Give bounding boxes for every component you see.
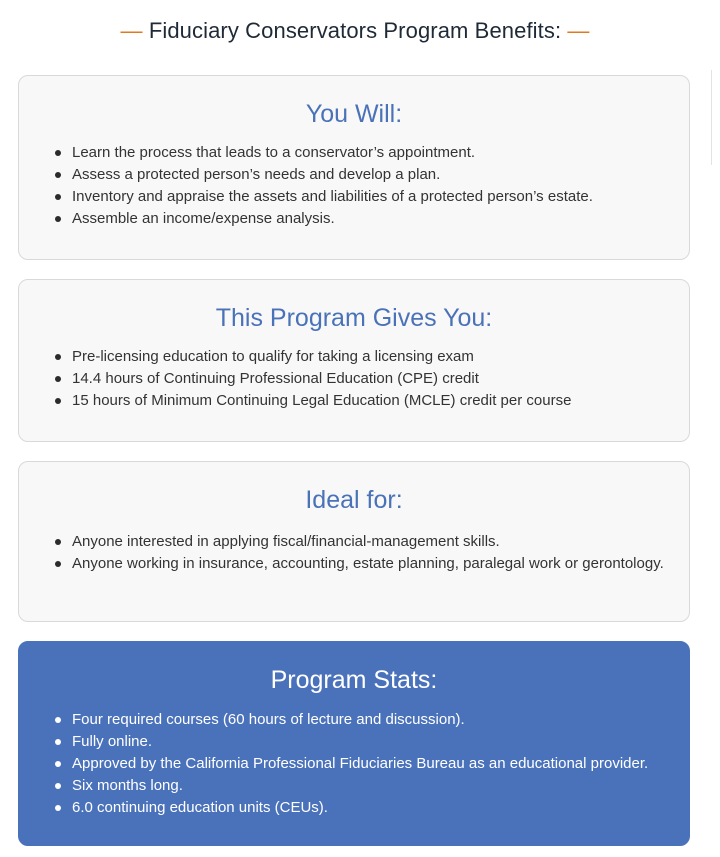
title-dash-right: — — [567, 18, 590, 43]
list-item: 14.4 hours of Continuing Professional Education (CPE) credit — [19, 368, 669, 390]
benefit-list — [19, 531, 689, 575]
list-item: 6.0 continuing education units (CEUs). — [19, 797, 669, 819]
title-dash-left: — — [120, 18, 143, 43]
page-title — [0, 18, 710, 44]
list-item: Assess a protected person’s needs and develop a plan. — [19, 164, 669, 186]
card-title: Program Stats: — [270, 666, 438, 694]
card-title: This Program Gives You: — [215, 304, 493, 332]
card-title: Ideal for: — [305, 486, 403, 514]
list-item: Six months long. — [19, 775, 669, 797]
list-item: 15 hours of Minimum Continuing Legal Education (MCLE) credit per course — [19, 390, 669, 412]
list-item: Pre-licensing education to qualify for taking a licensing exam — [19, 346, 669, 368]
list-item: Four required courses (60 hours of lecture and discussion). — [19, 709, 669, 731]
benefit-list — [19, 142, 689, 230]
card-you-will — [18, 75, 690, 260]
card-program-gives-you — [18, 279, 690, 442]
list-item: Anyone interested in applying fiscal/financial-management skills. — [19, 531, 669, 553]
card-title: You Will: — [305, 100, 403, 128]
list-item: Learn the process that leads to a conservator’s appointment. — [19, 142, 669, 164]
list-item: Assemble an income/expense analysis. — [19, 208, 669, 230]
benefit-list — [19, 346, 689, 412]
page-title-text: Fiduciary Conservators Program Benefits: — [148, 18, 562, 43]
card-program-stats — [18, 641, 690, 846]
stats-list — [19, 709, 689, 819]
list-item: Approved by the California Professional Fiduciaries Bureau as an educational provider. — [19, 753, 669, 775]
list-item: Anyone working in insurance, accounting, estate planning, paralegal work or gerontology. — [19, 553, 669, 575]
list-item: Fully online. — [19, 731, 669, 753]
card-ideal-for — [18, 461, 690, 622]
edge-divider — [711, 70, 712, 165]
list-item: Inventory and appraise the assets and liabilities of a protected person’s estate. — [19, 186, 669, 208]
